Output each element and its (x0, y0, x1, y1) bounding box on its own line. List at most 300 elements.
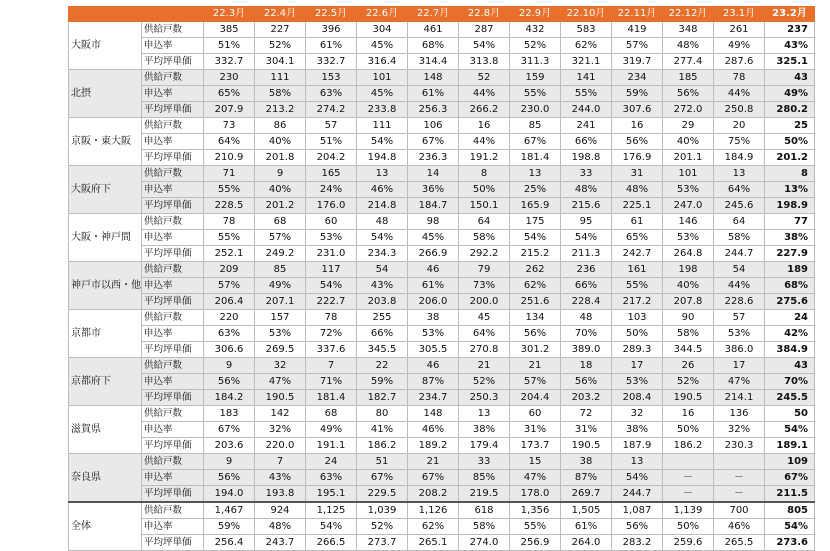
table-cell: 63% (306, 86, 357, 102)
table-cell: 141 (561, 70, 612, 86)
table-cell: 344.5 (663, 342, 714, 358)
table-cell: 54% (459, 38, 510, 54)
table-cell: 1,139 (663, 502, 714, 519)
table-cell: 32 (255, 358, 306, 374)
table-cell: 204.4 (510, 390, 561, 406)
table-cell: 215.6 (561, 198, 612, 214)
table-cell: 41% (357, 422, 408, 438)
table-cell: 43 (765, 358, 815, 374)
table-cell: 54% (357, 230, 408, 246)
table-cell: 56% (510, 326, 561, 342)
metric-label: 供給戸数 (142, 358, 204, 374)
table-cell: 201.8 (255, 150, 306, 166)
metric-label: 申込率 (142, 134, 204, 150)
table-cell: 86 (255, 118, 306, 134)
table-cell: 159 (510, 70, 561, 86)
table-cell: 175 (510, 214, 561, 230)
table-cell: 207.1 (255, 294, 306, 310)
table-cell: 261 (714, 22, 765, 38)
metric-label: 平均坪単価 (142, 535, 204, 551)
table-cell: 231.0 (306, 246, 357, 262)
table-cell: 66% (561, 278, 612, 294)
region-label: 京阪・東大阪 (69, 118, 142, 166)
table-cell: 275.6 (765, 294, 815, 310)
table-cell: 1,125 (306, 502, 357, 519)
table-cell: 54 (714, 262, 765, 278)
table-cell: 203.6 (204, 438, 255, 454)
metric-label: 平均坪単価 (142, 198, 204, 214)
table-cell: 58% (255, 86, 306, 102)
table-cell: 26 (663, 358, 714, 374)
table-cell: 229.5 (357, 486, 408, 503)
table-row (69, 38, 815, 54)
table-cell: 25% (510, 182, 561, 198)
table-cell: 67% (357, 470, 408, 486)
table-cell: 244.7 (714, 246, 765, 262)
table-cell: 305.5 (408, 342, 459, 358)
table-row (69, 390, 815, 406)
table-cell: 242.7 (612, 246, 663, 262)
table-cell: 44% (459, 134, 510, 150)
table-cell: 266.9 (408, 246, 459, 262)
table-cell: 72 (561, 406, 612, 422)
table-cell: 47% (255, 374, 306, 390)
table-cell: 38 (561, 454, 612, 470)
table-row (69, 54, 815, 70)
table-row (69, 406, 815, 422)
table-row (69, 102, 815, 118)
table-cell: 250.3 (459, 390, 510, 406)
col-header: 23.1月 (714, 7, 765, 22)
col-header: 22.6月 (357, 7, 408, 22)
table-cell: 57 (306, 118, 357, 134)
table-cell: 9 (255, 166, 306, 182)
table-row (69, 310, 815, 326)
table-cell: 46% (357, 182, 408, 198)
metric-label: 平均坪単価 (142, 342, 204, 358)
table-cell: 40% (663, 134, 714, 150)
table-cell: 58% (459, 230, 510, 246)
table-cell: 21 (459, 358, 510, 374)
table-cell: 206.0 (408, 294, 459, 310)
table-cell: 48% (255, 519, 306, 535)
table-cell: 201.2 (765, 150, 815, 166)
metric-label: 平均坪単価 (142, 486, 204, 503)
table-cell: 313.8 (459, 54, 510, 70)
table-cell: 13% (765, 182, 815, 198)
table-cell: 307.6 (612, 102, 663, 118)
table-row (69, 486, 815, 503)
table-cell: 245.6 (714, 198, 765, 214)
table-cell: 67% (408, 134, 459, 150)
metric-label: 供給戸数 (142, 166, 204, 182)
table-cell: 55% (204, 230, 255, 246)
table-cell: 256.3 (408, 102, 459, 118)
table-cell: 227 (255, 22, 306, 38)
table-cell: 234.3 (357, 246, 408, 262)
table-cell: 319.7 (612, 54, 663, 70)
table-cell: 195.1 (306, 486, 357, 503)
table-cell: 63% (306, 470, 357, 486)
table-cell: 95 (561, 214, 612, 230)
table-cell: 75% (714, 134, 765, 150)
table-cell: 314.4 (408, 54, 459, 70)
table-cell: 181.4 (510, 150, 561, 166)
table-cell: 189 (765, 262, 815, 278)
table-cell: 44% (459, 86, 510, 102)
table-cell: 49% (714, 38, 765, 54)
table-cell: 220 (204, 310, 255, 326)
table-cell: 207.9 (204, 102, 255, 118)
table-cell: 190.5 (255, 390, 306, 406)
region-label: 北摂 (69, 70, 142, 118)
table-cell: 13 (612, 454, 663, 470)
metric-label: 平均坪単価 (142, 390, 204, 406)
table-cell: 321.1 (561, 54, 612, 70)
table-cell: 79 (459, 262, 510, 278)
table-cell: 236 (561, 262, 612, 278)
metric-label: 供給戸数 (142, 406, 204, 422)
table-cell: 14 (408, 166, 459, 182)
table-cell: 71% (306, 374, 357, 390)
table-cell: 49% (255, 278, 306, 294)
table-cell: 184.9 (714, 150, 765, 166)
table-cell: 52% (255, 38, 306, 54)
table-cell: 274.0 (459, 535, 510, 551)
table-cell: 201.2 (255, 198, 306, 214)
table-cell: 16 (459, 118, 510, 134)
table-cell: 43% (357, 278, 408, 294)
table-cell: 46% (714, 519, 765, 535)
table-cell: 153 (306, 70, 357, 86)
table-cell: 53% (408, 326, 459, 342)
table-cell: 194.0 (204, 486, 255, 503)
metric-label: 供給戸数 (142, 454, 204, 470)
table-cell: 45% (357, 38, 408, 54)
table-cell: 66% (561, 134, 612, 150)
table-cell: 85 (255, 262, 306, 278)
table-cell: 117 (306, 262, 357, 278)
table-cell: 45 (459, 310, 510, 326)
table-cell: 42% (765, 326, 815, 342)
table-cell: 59% (357, 374, 408, 390)
table-cell: 78 (306, 310, 357, 326)
table-container (68, 6, 815, 551)
table-cell: 230.0 (510, 102, 561, 118)
table-cell: 301.2 (510, 342, 561, 358)
table-cell: 165.9 (510, 198, 561, 214)
table-cell: 38% (612, 422, 663, 438)
table-cell: 211.3 (561, 246, 612, 262)
table-cell: 227.9 (765, 246, 815, 262)
table-cell: 61 (612, 214, 663, 230)
table-cell: 18 (561, 358, 612, 374)
table-cell: 13 (459, 406, 510, 422)
metric-label: 平均坪単価 (142, 54, 204, 70)
table-cell: 220.0 (255, 438, 306, 454)
table-cell: 190.5 (561, 438, 612, 454)
table-cell: 48 (357, 214, 408, 230)
table-cell: 200.0 (459, 294, 510, 310)
table-cell: 40% (255, 134, 306, 150)
table-row (69, 502, 815, 519)
table-cell: 61% (561, 519, 612, 535)
table-row (69, 438, 815, 454)
table-cell: 68 (306, 406, 357, 422)
table-cell: 65% (612, 230, 663, 246)
table-row (69, 326, 815, 342)
table-cell: 52% (459, 374, 510, 390)
table-cell: 203.8 (357, 294, 408, 310)
table-cell: 289.3 (612, 342, 663, 358)
table-cell: 68 (255, 214, 306, 230)
table-cell: 64 (714, 214, 765, 230)
table-cell: 31% (510, 422, 561, 438)
table-cell: 190.5 (663, 390, 714, 406)
table-cell: 62% (561, 38, 612, 54)
table-cell: 22 (357, 358, 408, 374)
table-cell: 186.2 (357, 438, 408, 454)
table-cell: 101 (357, 70, 408, 86)
table-cell: 66% (357, 326, 408, 342)
table-cell: 16 (612, 118, 663, 134)
table-cell: 55% (612, 278, 663, 294)
table-cell: 280.2 (765, 102, 815, 118)
table-cell: 191.1 (306, 438, 357, 454)
table-cell: 21 (510, 358, 561, 374)
metric-label: 申込率 (142, 374, 204, 390)
metric-label: 申込率 (142, 38, 204, 54)
table-cell: 56% (204, 470, 255, 486)
table-cell: 51% (204, 38, 255, 54)
table-cell: 1,356 (510, 502, 561, 519)
table-cell: 33 (459, 454, 510, 470)
table-cell: 47% (510, 470, 561, 486)
table-cell: 228.6 (714, 294, 765, 310)
table-cell: 311.3 (510, 54, 561, 70)
table-cell: 250.8 (714, 102, 765, 118)
table-cell: 49% (765, 86, 815, 102)
table-cell: 50% (612, 326, 663, 342)
table-row (69, 535, 815, 551)
table-cell: 52% (357, 519, 408, 535)
table-cell: 32% (714, 422, 765, 438)
table-cell: 332.7 (306, 54, 357, 70)
region-label: 大阪府下 (69, 166, 142, 214)
table-cell: 77 (765, 214, 815, 230)
table-cell: 24 (765, 310, 815, 326)
table-row (69, 470, 815, 486)
col-header: 22.5月 (306, 7, 357, 22)
table-cell: 73% (459, 278, 510, 294)
table-cell: 32 (612, 406, 663, 422)
col-header: 22.8月 (459, 7, 510, 22)
table-cell: 87% (408, 374, 459, 390)
table-cell: 72% (306, 326, 357, 342)
region-label: 大阪・神戸間 (69, 214, 142, 262)
table-cell: 198 (663, 262, 714, 278)
table-cell: 54% (561, 230, 612, 246)
table-cell: 618 (459, 502, 510, 519)
table-cell: 146 (663, 214, 714, 230)
table-cell: 13 (714, 166, 765, 182)
table-cell: 33 (561, 166, 612, 182)
metric-label: 平均坪単価 (142, 102, 204, 118)
table-cell: 148 (408, 406, 459, 422)
table-cell: 241 (561, 118, 612, 134)
table-cell: 265.1 (408, 535, 459, 551)
table-cell: 56% (663, 86, 714, 102)
table-cell: 348 (663, 22, 714, 38)
table-cell: 58% (663, 326, 714, 342)
table-cell: － (663, 470, 714, 486)
table-cell: 157 (255, 310, 306, 326)
table-cell: 193.8 (255, 486, 306, 503)
table-cell: 1,467 (204, 502, 255, 519)
table-cell: 9 (204, 454, 255, 470)
table-cell: 54 (357, 262, 408, 278)
table-cell: 204.2 (306, 150, 357, 166)
table-cell: 249.2 (255, 246, 306, 262)
table-cell: 16 (663, 406, 714, 422)
table-cell: 256.4 (204, 535, 255, 551)
table-cell: 98 (408, 214, 459, 230)
table-cell: 40% (663, 278, 714, 294)
table-cell: 48% (561, 182, 612, 198)
table-cell: 78 (204, 214, 255, 230)
table-cell: 64% (459, 326, 510, 342)
table-row (69, 118, 815, 134)
table-cell: 222.7 (306, 294, 357, 310)
table-cell: 71 (204, 166, 255, 182)
table-cell: 57 (714, 310, 765, 326)
metric-label: 供給戸数 (142, 310, 204, 326)
table-cell: 265.5 (714, 535, 765, 551)
table-cell: 54% (765, 422, 815, 438)
table-cell: 29 (663, 118, 714, 134)
table-cell: 191.2 (459, 150, 510, 166)
table-cell: 266.5 (306, 535, 357, 551)
table-cell: 234.7 (408, 390, 459, 406)
table-cell: 50% (765, 134, 815, 150)
table-cell: 56% (612, 519, 663, 535)
table-cell: 337.6 (306, 342, 357, 358)
table-cell: 7 (255, 454, 306, 470)
table-cell: 198.9 (765, 198, 815, 214)
table-cell: 262 (510, 262, 561, 278)
table-row (69, 214, 815, 230)
table-cell: 55% (561, 86, 612, 102)
table-cell: 53% (306, 230, 357, 246)
table-cell: 325.1 (765, 54, 815, 70)
table-cell: 251.6 (510, 294, 561, 310)
table-cell: 8 (765, 166, 815, 182)
table-cell (663, 454, 714, 470)
metric-label: 申込率 (142, 278, 204, 294)
table-cell: 161 (612, 262, 663, 278)
table-cell: 306.6 (204, 342, 255, 358)
table-cell: 385 (204, 22, 255, 38)
table-cell: 68% (765, 278, 815, 294)
table-cell: 53% (663, 182, 714, 198)
table-cell: 55% (510, 519, 561, 535)
metric-label: 申込率 (142, 230, 204, 246)
metric-label: 平均坪単価 (142, 246, 204, 262)
table-cell: 213.2 (255, 102, 306, 118)
table-cell: 194.8 (357, 150, 408, 166)
table-cell: 266.2 (459, 102, 510, 118)
table-cell: 51 (357, 454, 408, 470)
table-cell: 68% (408, 38, 459, 54)
condo-supply-table (68, 6, 815, 551)
table-cell: 150.1 (459, 198, 510, 214)
table-cell: 44% (714, 278, 765, 294)
table-cell: 59% (612, 86, 663, 102)
table-cell: 264.8 (663, 246, 714, 262)
table-row (69, 246, 815, 262)
table-cell: 57% (204, 278, 255, 294)
table-cell: 8 (459, 166, 510, 182)
table-row (69, 262, 815, 278)
table-cell: 148 (408, 70, 459, 86)
table-cell: 386.0 (714, 342, 765, 358)
metric-label: 申込率 (142, 326, 204, 342)
table-cell: 103 (612, 310, 663, 326)
table-cell: 270.8 (459, 342, 510, 358)
table-cell: 396 (306, 22, 357, 38)
table-cell: 245.5 (765, 390, 815, 406)
region-label: 神戸市以西・他 (69, 262, 142, 310)
table-cell: 432 (510, 22, 561, 38)
table-cell: 189.1 (765, 438, 815, 454)
table-cell: 67% (408, 470, 459, 486)
table-cell: 67% (765, 470, 815, 486)
table-cell: 255 (357, 310, 408, 326)
table-cell: 55% (510, 86, 561, 102)
table-cell: 64% (204, 134, 255, 150)
metric-label: 申込率 (142, 470, 204, 486)
table-cell: 57% (255, 230, 306, 246)
table-cell: 36% (408, 182, 459, 198)
metric-label: 申込率 (142, 86, 204, 102)
table-row (69, 230, 815, 246)
metric-label: 申込率 (142, 519, 204, 535)
table-row (69, 166, 815, 182)
table-cell: 101 (663, 166, 714, 182)
table-cell: 53% (714, 326, 765, 342)
table-cell: 176.0 (306, 198, 357, 214)
table-cell: 210.9 (204, 150, 255, 166)
table-cell: 106 (408, 118, 459, 134)
table-cell: 142 (255, 406, 306, 422)
table-cell: 53% (663, 230, 714, 246)
table-cell: 252.1 (204, 246, 255, 262)
table-cell: 111 (357, 118, 408, 134)
table-cell: 283.2 (612, 535, 663, 551)
table-cell: 54% (612, 470, 663, 486)
table-cell: 53% (255, 326, 306, 342)
table-cell: 269.7 (561, 486, 612, 503)
table-cell: 419 (612, 22, 663, 38)
table-cell: 67% (204, 422, 255, 438)
table-cell: 46% (408, 422, 459, 438)
col-header: 22.12月 (663, 7, 714, 22)
table-cell: 54% (306, 519, 357, 535)
table-row (69, 150, 815, 166)
table-cell: 62% (408, 519, 459, 535)
table-cell: 70% (561, 326, 612, 342)
table-cell: 52% (663, 374, 714, 390)
